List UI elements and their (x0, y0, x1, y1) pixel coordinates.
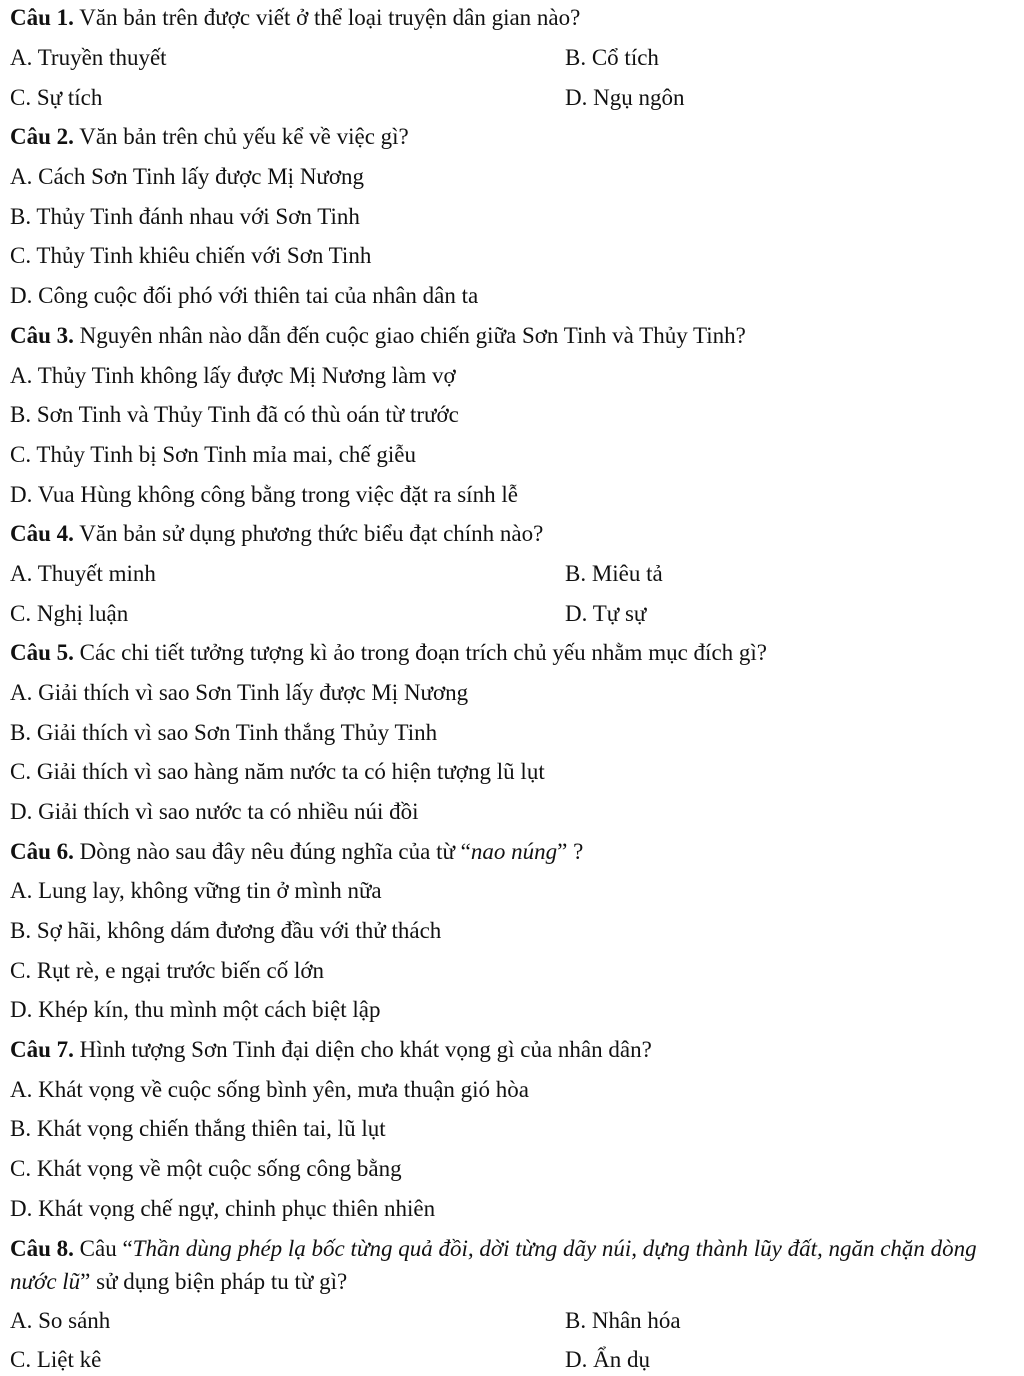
question-text: Hình tượng Sơn Tinh đại diện cho khát vọng gì của nhân dân? (73, 1037, 652, 1062)
question-8 (10, 1232, 1014, 1298)
option-d: D. Vua Hùng không công bằng trong việc đặt ra sính lễ (10, 482, 518, 507)
question-text: Văn bản trên được viết ở thể loại truyện dân gian nào? (73, 5, 581, 30)
question-1 (10, 3, 1014, 33)
question-number: Câu 2. (10, 124, 74, 149)
option-b: B. Khát vọng chiến thắng thiên tai, lũ lụt (10, 1116, 386, 1141)
question-text: Dòng nào sau đây nêu đúng nghĩa của từ “ (73, 839, 471, 864)
option-b: B. Sợ hãi, không dám đương đầu với thử thách (10, 918, 442, 943)
question-text: Nguyên nhân nào dẫn đến cuộc giao chiến giữa Sơn Tinh và Thủy Tinh? (73, 323, 746, 348)
question-number: Câu 7. (10, 1037, 74, 1062)
option-row (10, 43, 1014, 73)
option-d: D. Ngụ ngôn (565, 85, 685, 110)
option-a: A. Thuyết minh (10, 561, 156, 586)
option-row (10, 559, 1014, 589)
option-row (10, 599, 1014, 629)
question-text: Văn bản trên chủ yếu kể về việc gì? (73, 124, 409, 149)
option-c: C. Sự tích (10, 85, 103, 110)
option-a: A. Truyền thuyết (10, 45, 167, 70)
question-number: Câu 4. (10, 521, 74, 546)
option-b: B. Cổ tích (565, 45, 659, 70)
option-d: D. Tự sự (565, 601, 647, 626)
question-number: Câu 1. (10, 5, 74, 30)
question-text-end: ” sử dụng biện pháp tu từ gì? (80, 1269, 348, 1294)
option-row (10, 83, 1014, 113)
option-row (10, 1345, 1014, 1375)
option-b: B. Nhân hóa (565, 1308, 681, 1333)
option-a: A. Lung lay, không vững tin ở mình nữa (10, 878, 382, 903)
question-text: Văn bản sử dụng phương thức biểu đạt chính nào? (73, 521, 544, 546)
question-number: Câu 8. (10, 1236, 74, 1261)
question-number: Câu 3. (10, 323, 74, 348)
option-a: A. Thủy Tinh không lấy được Mị Nương làm vợ (10, 363, 456, 388)
option-b: B. Giải thích vì sao Sơn Tinh thắng Thủy Tinh (10, 720, 438, 745)
question-2 (10, 122, 1014, 152)
question-text: Các chi tiết tưởng tượng kì ảo trong đoạn trích chủ yếu nhằm mục đích gì? (73, 640, 767, 665)
option-d: D. Ẩn dụ (565, 1347, 650, 1372)
option-c: C. Nghị luận (10, 601, 129, 626)
question-number: Câu 6. (10, 839, 74, 864)
question-3 (10, 321, 1014, 351)
question-4 (10, 519, 1014, 549)
question-number: Câu 5. (10, 640, 74, 665)
question-6 (10, 837, 1014, 867)
question-text: Câu “ (73, 1236, 133, 1261)
option-d: D. Công cuộc đối phó với thiên tai của nhân dân ta (10, 283, 479, 308)
option-c: C. Thủy Tinh khiêu chiến với Sơn Tinh (10, 243, 372, 268)
option-d: D. Khép kín, thu mình một cách biệt lập (10, 997, 381, 1022)
option-d: D. Giải thích vì sao nước ta có nhiều núi đồi (10, 799, 419, 824)
question-7 (10, 1035, 1014, 1065)
option-d: D. Khát vọng chế ngự, chinh phục thiên nhiên (10, 1196, 436, 1221)
question-5 (10, 638, 1014, 668)
option-c: C. Rụt rè, e ngại trước biến cố lớn (10, 958, 324, 983)
option-c: C. Khát vọng về một cuộc sống công bằng (10, 1156, 402, 1181)
option-c: C. Thủy Tinh bị Sơn Tinh mỉa mai, chế giễu (10, 442, 416, 467)
option-c: C. Giải thích vì sao hàng năm nước ta có hiện tượng lũ lụt (10, 759, 545, 784)
option-c: C. Liệt kê (10, 1347, 102, 1372)
option-a: A. Giải thích vì sao Sơn Tinh lấy được Mị Nương (10, 680, 469, 705)
quoted-word: nao núng (470, 839, 558, 864)
option-b: B. Thủy Tinh đánh nhau với Sơn Tinh (10, 204, 360, 229)
option-a: A. So sánh (10, 1308, 111, 1333)
option-row (10, 1306, 1014, 1336)
option-a: A. Cách Sơn Tinh lấy được Mị Nương (10, 164, 365, 189)
option-a: A. Khát vọng về cuộc sống bình yên, mưa thuận gió hòa (10, 1077, 530, 1102)
question-text-end: ” ? (557, 839, 584, 864)
option-b: B. Miêu tả (565, 561, 663, 586)
quoted-sentence: Thần dùng phép lạ bốc từng quả đồi, dời từng dãy núi, dựng thành lũy đất, ngăn chặn dòng nước lũ (10, 1236, 977, 1294)
option-b: B. Sơn Tinh và Thủy Tinh đã có thù oán từ trước (10, 402, 459, 427)
